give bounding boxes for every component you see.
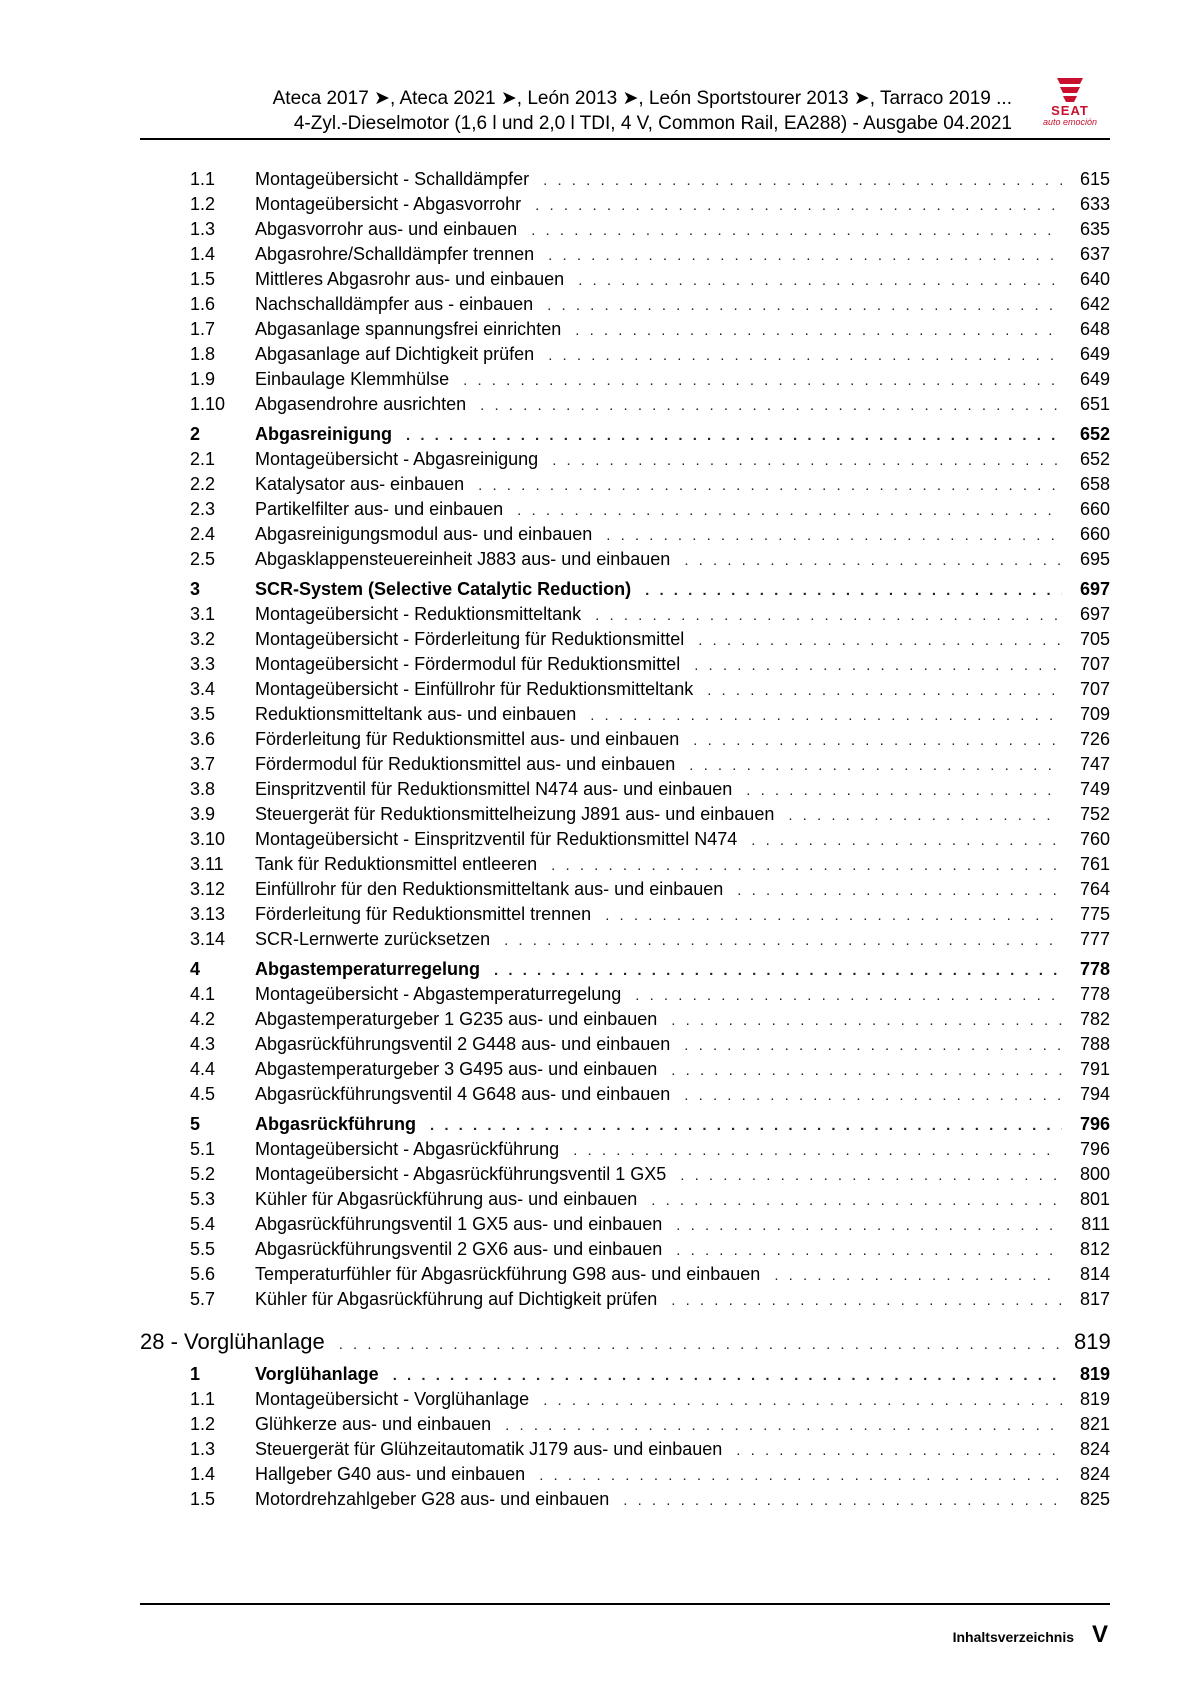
toc-entry-page: 817: [1079, 1289, 1110, 1309]
toc-entry-number: 3.5: [190, 704, 216, 724]
logo-tagline: auto emoción: [1042, 117, 1098, 127]
toc-entry-page: 649: [1079, 369, 1110, 389]
logo-name: SEAT: [1051, 103, 1089, 118]
dot-leader: [680, 1163, 1062, 1188]
dot-leader: [531, 218, 1062, 243]
toc-entry-page: 726: [1079, 729, 1110, 749]
dot-leader: [684, 548, 1062, 573]
toc-entry-title: Abgasvorrohr aus- und einbauen: [255, 219, 518, 239]
dot-leader: [788, 803, 1062, 828]
toc-entry-title: Einfüllrohr für den Reduktionsmitteltank aus- und einbauen: [255, 879, 724, 899]
toc-entry[interactable]: [140, 752, 1110, 777]
toc-entry-title: Montageübersicht - Fördermodul für Reduktionsmittel: [255, 654, 681, 674]
toc-entry-title: 28 - Vorglühanlage: [140, 1329, 325, 1354]
toc-entry-title: Abgasklappensteuereinheit J883 aus- und einbauen: [255, 549, 671, 569]
toc-entry-number: 5.2: [190, 1164, 216, 1184]
toc-entry-page: 819: [1079, 1389, 1110, 1409]
toc-entry-number: 5.4: [190, 1214, 216, 1234]
toc-entry-page: 705: [1079, 629, 1110, 649]
toc-entry-page: 775: [1079, 904, 1110, 924]
toc-entry-title: Abgasrückführungsventil 2 GX6 aus- und einbauen: [255, 1239, 663, 1259]
toc-entry[interactable]: [140, 242, 1110, 267]
toc-entry-page: 660: [1079, 499, 1110, 519]
toc-entry-page: 615: [1079, 169, 1110, 189]
dot-leader: [645, 578, 1062, 603]
toc-entry-title: Abgastemperaturregelung: [255, 959, 481, 979]
toc-entry-page: 821: [1079, 1414, 1110, 1434]
dot-leader: [671, 1008, 1062, 1033]
toc-entry[interactable]: [140, 602, 1110, 627]
toc-entry[interactable]: [140, 392, 1110, 417]
toc-entry-page: 788: [1079, 1034, 1110, 1054]
toc-entry[interactable]: [140, 652, 1110, 677]
toc-entry-page: 660: [1079, 524, 1110, 544]
toc-entry-title: Motordrehzahlgeber G28 aus- und einbauen: [255, 1489, 610, 1509]
toc-entry-page: 819: [1079, 1364, 1110, 1384]
dot-leader: [707, 678, 1062, 703]
toc-entry[interactable]: [140, 447, 1110, 472]
toc-entry-number: 1.8: [190, 344, 216, 364]
toc-entry-number: 3.12: [190, 879, 226, 899]
dot-leader: [393, 1363, 1062, 1388]
toc-entry-title: Abgasendrohre ausrichten: [255, 394, 467, 414]
seat-logo-icon: [1053, 76, 1087, 106]
toc-entry-page: 794: [1079, 1084, 1110, 1104]
toc-entry-number: 5.1: [190, 1139, 216, 1159]
header-engine: 4-Zyl.-Dieselmotor (1,6 l und 2,0 l TDI, 4 V, Common Rail, EA288) - Ausgabe 04.2021: [293, 113, 1012, 134]
page-header: [140, 76, 1110, 140]
toc-entry[interactable]: [140, 1057, 1110, 1082]
toc-entry-title: Abgasrohre/Schalldämpfer trennen: [255, 244, 535, 264]
toc-entry-title: Förderleitung für Reduktionsmittel trennen: [255, 904, 592, 924]
toc-entry-title: Mittleres Abgasrohr aus- und einbauen: [255, 269, 565, 289]
toc-entry-number: 3.9: [190, 804, 216, 824]
dot-leader: [578, 268, 1062, 293]
toc-entry-number: 2.5: [190, 549, 216, 569]
toc-entry[interactable]: [140, 1212, 1110, 1237]
toc-entry-page: 778: [1079, 959, 1110, 979]
toc-entry[interactable]: [140, 677, 1110, 702]
dot-leader: [480, 393, 1062, 418]
toc-entry-page: 697: [1079, 579, 1110, 599]
toc-entry-title: SCR-System (Selective Catalytic Reduction): [255, 579, 632, 599]
toc-entry-number: 1.3: [190, 219, 216, 239]
toc-entry-page: 812: [1079, 1239, 1110, 1259]
dot-leader: [694, 653, 1062, 678]
toc-entry[interactable]: [140, 1412, 1110, 1437]
toc-entry-page: 658: [1079, 474, 1110, 494]
toc-entry-page: 782: [1079, 1009, 1110, 1029]
toc-entry-number: 1.5: [190, 1489, 216, 1509]
toc-entry-page: 791: [1079, 1059, 1110, 1079]
toc-entry-page: 642: [1079, 294, 1110, 314]
toc-entry[interactable]: [140, 317, 1110, 342]
toc-entry-title: Einbaulage Klemmhülse: [255, 369, 450, 389]
toc-entry-number: 3.7: [190, 754, 216, 774]
toc-entry-title: Reduktionsmitteltank aus- und einbauen: [255, 704, 577, 724]
toc-entry[interactable]: [140, 627, 1110, 652]
dot-leader: [406, 423, 1062, 448]
toc-entry-number: 3.2: [190, 629, 216, 649]
page-number: V: [1091, 1621, 1108, 1648]
dot-leader: [463, 368, 1062, 393]
toc-entry-title: Kühler für Abgasrückführung auf Dichtigkeit prüfen: [255, 1289, 658, 1309]
dot-leader: [535, 193, 1062, 218]
toc-section[interactable]: [140, 577, 1110, 602]
toc-entry[interactable]: [140, 522, 1110, 547]
dot-leader: [693, 728, 1062, 753]
toc-entry-title: Temperaturfühler für Abgasrückführung G98 aus- und einbauen: [255, 1264, 761, 1284]
toc-entry-number: 3.13: [190, 904, 226, 924]
toc-entry-number: 4.2: [190, 1009, 216, 1029]
dot-leader: [590, 703, 1062, 728]
toc-entry-title: Montageübersicht - Vorglühanlage: [255, 1389, 530, 1409]
toc-entry[interactable]: [140, 702, 1110, 727]
toc-entry-page: 764: [1079, 879, 1110, 899]
toc-entry[interactable]: [140, 1287, 1110, 1312]
dot-leader: [430, 1113, 1062, 1138]
toc-entry[interactable]: [140, 192, 1110, 217]
toc-entry-number: 5: [190, 1114, 201, 1134]
toc-entry-title: Abgasrückführungsventil 2 G448 aus- und einbauen: [255, 1034, 671, 1054]
toc-entry[interactable]: [140, 1007, 1110, 1032]
toc-entry-title: Montageübersicht - Abgastemperaturregelung: [255, 984, 622, 1004]
toc-entry-title: Förderleitung für Reduktionsmittel aus- und einbauen: [255, 729, 680, 749]
toc-entry-number: 2.4: [190, 524, 216, 544]
toc-entry[interactable]: [140, 1162, 1110, 1187]
toc-entry-page: 825: [1079, 1489, 1110, 1509]
toc-entry-title: Montageübersicht - Einspritzventil für Reduktionsmittel N474: [255, 829, 738, 849]
dot-leader: [517, 498, 1062, 523]
dot-leader: [671, 1058, 1062, 1083]
dot-leader: [595, 603, 1062, 628]
toc-entry-title: Montageübersicht - Abgasvorrohr: [255, 194, 522, 214]
toc-entry-page: 824: [1079, 1464, 1110, 1484]
toc-entry-title: SCR-Lernwerte zurücksetzen: [255, 929, 491, 949]
toc-entry-page: 697: [1079, 604, 1110, 624]
dot-leader: [543, 168, 1062, 193]
dot-leader: [736, 1438, 1062, 1463]
toc-entry[interactable]: [140, 902, 1110, 927]
toc-entry-number: 3.3: [190, 654, 216, 674]
dot-leader: [552, 448, 1062, 473]
toc-entry-number: 3.8: [190, 779, 216, 799]
toc-entry[interactable]: [140, 877, 1110, 902]
dot-leader: [573, 1138, 1062, 1163]
toc-entry[interactable]: [140, 342, 1110, 367]
toc-entry-page: 695: [1079, 549, 1110, 569]
dot-leader: [575, 318, 1062, 343]
dot-leader: [548, 343, 1062, 368]
dot-leader: [551, 853, 1062, 878]
toc-section[interactable]: [140, 1112, 1110, 1137]
toc-entry-title: Glühkerze aus- und einbauen: [255, 1414, 492, 1434]
toc-entry-number: 1.2: [190, 1414, 216, 1434]
toc-entry-page: 801: [1079, 1189, 1110, 1209]
toc-entry-number: 4.1: [190, 984, 216, 1004]
toc-entry-title: Abgasanlage auf Dichtigkeit prüfen: [255, 344, 535, 364]
toc-chapter[interactable]: [140, 1327, 1110, 1357]
toc-entry-title: Montageübersicht - Abgasrückführungsventil 1 GX5: [255, 1164, 667, 1184]
dot-leader: [751, 828, 1062, 853]
toc-entry-number: 4.3: [190, 1034, 216, 1054]
toc-entry-title: Abgasrückführungsventil 1 GX5 aus- und einbauen: [255, 1214, 663, 1234]
toc-entry-title: Abgasanlage spannungsfrei einrichten: [255, 319, 562, 339]
toc-entry-number: 2.2: [190, 474, 216, 494]
toc-entry-page: 635: [1079, 219, 1110, 239]
toc-section[interactable]: [140, 957, 1110, 982]
toc-entry[interactable]: [140, 292, 1110, 317]
toc-entry-title: Hallgeber G40 aus- und einbauen: [255, 1464, 526, 1484]
toc-entry-page: 778: [1079, 984, 1110, 1004]
toc-entry[interactable]: [140, 367, 1110, 392]
toc-entry-number: 1.2: [190, 194, 216, 214]
toc-entry-page: 800: [1079, 1164, 1110, 1184]
dot-leader: [746, 778, 1062, 803]
dot-leader: [671, 1288, 1062, 1313]
toc-entry-number: 1.6: [190, 294, 216, 314]
toc-entry-title: Abgasrückführung: [255, 1114, 417, 1134]
toc-entry-number: 1.5: [190, 269, 216, 289]
toc-entry-page: 824: [1079, 1439, 1110, 1459]
toc-entry-page: 796: [1079, 1139, 1110, 1159]
toc-entry[interactable]: [140, 167, 1110, 192]
toc-entry[interactable]: [140, 1487, 1110, 1512]
toc-entry-number: 3.4: [190, 679, 216, 699]
dot-leader: [539, 1463, 1062, 1488]
toc-entry-number: 1.3: [190, 1439, 216, 1459]
dot-leader: [505, 1413, 1062, 1438]
dot-leader: [623, 1488, 1062, 1513]
dot-leader: [605, 903, 1062, 928]
dot-leader: [684, 1033, 1062, 1058]
header-models: Ateca 2017 ➤, Ateca 2021 ➤, León 2013 ➤, León Sportstourer 2013 ➤, Tarraco 2019 ...: [272, 88, 1012, 109]
dot-leader: [774, 1263, 1062, 1288]
toc-entry-page: 747: [1079, 754, 1110, 774]
dot-leader: [547, 293, 1062, 318]
toc-entry[interactable]: [140, 1082, 1110, 1107]
dot-leader: [635, 983, 1062, 1008]
dot-leader: [543, 1388, 1062, 1413]
toc-entry-title: Montageübersicht - Reduktionsmitteltank: [255, 604, 582, 624]
toc-entry-number: 5.7: [190, 1289, 216, 1309]
dot-leader: [504, 928, 1062, 953]
toc-entry-number: 2.1: [190, 449, 216, 469]
toc-entry[interactable]: [140, 1137, 1110, 1162]
footer-label: Inhaltsverzeichnis: [952, 1629, 1074, 1645]
toc-entry[interactable]: [140, 852, 1110, 877]
toc-entry-number: 3.14: [190, 929, 226, 949]
toc-entry-title: Montageübersicht - Förderleitung für Reduktionsmittel: [255, 629, 685, 649]
toc-entry[interactable]: [140, 1437, 1110, 1462]
dot-leader: [698, 628, 1062, 653]
toc-entry-number: 4.4: [190, 1059, 216, 1079]
toc-entry[interactable]: [140, 547, 1110, 572]
toc-entry-title: Abgasreinigung: [255, 424, 393, 444]
toc-entry-number: 2.3: [190, 499, 216, 519]
dot-leader: [684, 1083, 1062, 1108]
toc-entry-title: Abgastemperaturgeber 3 G495 aus- und einbauen: [255, 1059, 658, 1079]
dot-leader: [606, 523, 1062, 548]
toc-entry[interactable]: [140, 267, 1110, 292]
toc-entry-page: 707: [1079, 679, 1110, 699]
toc-entry-number: 3.6: [190, 729, 216, 749]
toc-entry-number: 1.10: [190, 394, 226, 414]
toc-entry-title: Partikelfilter aus- und einbauen: [255, 499, 504, 519]
toc-entry[interactable]: [140, 1387, 1110, 1412]
toc-entry-page: 707: [1079, 654, 1110, 674]
toc-entry-page: 651: [1079, 394, 1110, 414]
toc-entry-number: 3.10: [190, 829, 226, 849]
toc-entry-number: 1.4: [190, 1464, 216, 1484]
toc-entry-title: Abgastemperaturgeber 1 G235 aus- und einbauen: [255, 1009, 658, 1029]
toc-entry-title: Abgasreinigungsmodul aus- und einbauen: [255, 524, 593, 544]
toc-entry-page: 652: [1079, 424, 1110, 444]
toc-entry-page: 648: [1079, 319, 1110, 339]
toc-entry-number: 3.11: [190, 854, 224, 874]
toc-entry-title: Montageübersicht - Schalldämpfer: [255, 169, 530, 189]
toc-section[interactable]: [140, 422, 1110, 447]
toc-entry-number: 3.1: [190, 604, 216, 624]
toc-entry-title: Einspritzventil für Reduktionsmittel N474 aus- und einbauen: [255, 779, 733, 799]
toc-entry[interactable]: [140, 1262, 1110, 1287]
toc-entry[interactable]: [140, 497, 1110, 522]
dot-leader: [737, 878, 1062, 903]
toc-entry[interactable]: [140, 727, 1110, 752]
toc-entry-page: 640: [1079, 269, 1110, 289]
toc-entry[interactable]: [140, 217, 1110, 242]
dot-leader: [548, 243, 1062, 268]
toc-entry-title: Nachschalldämpfer aus - einbauen: [255, 294, 534, 314]
toc-entry-number: 4: [190, 959, 201, 979]
toc-entry-title: Montageübersicht - Einfüllrohr für Reduktionsmitteltank: [255, 679, 694, 699]
toc-entry-page: 814: [1079, 1264, 1110, 1284]
toc-entry-number: 3: [190, 579, 201, 599]
toc-entry[interactable]: [140, 1462, 1110, 1487]
toc-entry[interactable]: [140, 472, 1110, 497]
toc-entry-page: 752: [1079, 804, 1110, 824]
toc-entry-number: 1.7: [190, 319, 216, 339]
toc-entry-title: Montageübersicht - Abgasreinigung: [255, 449, 539, 469]
toc-entry-title: Montageübersicht - Abgasrückführung: [255, 1139, 560, 1159]
dot-leader: [689, 753, 1062, 778]
toc-entry-page: 760: [1079, 829, 1110, 849]
toc-entry[interactable]: [140, 802, 1110, 827]
dot-leader: [494, 958, 1062, 983]
toc-entry[interactable]: [140, 777, 1110, 802]
toc-entry-title: Abgasrückführungsventil 4 G648 aus- und einbauen: [255, 1084, 671, 1104]
dot-leader: [651, 1188, 1062, 1213]
toc-entry-page: 633: [1079, 194, 1110, 214]
toc-entry-number: 5.3: [190, 1189, 216, 1209]
dot-leader: [478, 473, 1062, 498]
toc-entry[interactable]: [140, 1032, 1110, 1057]
dot-leader: [339, 1330, 1062, 1360]
toc-entry-number: 4.5: [190, 1084, 216, 1104]
toc-entry-page: 819: [1074, 1329, 1111, 1354]
toc-entry[interactable]: [140, 1187, 1110, 1212]
toc-entry-number: 2: [190, 424, 201, 444]
toc-entry-number: 5.5: [190, 1239, 216, 1259]
toc-entry[interactable]: [140, 982, 1110, 1007]
toc-entry-page: 709: [1079, 704, 1110, 724]
page-footer: [140, 1603, 1110, 1648]
toc-entry-page: 777: [1079, 929, 1110, 949]
header-text: [273, 86, 1012, 136]
toc-entry[interactable]: [140, 1237, 1110, 1262]
dot-leader: [676, 1213, 1062, 1238]
toc-entry-title: Katalysator aus- einbauen: [255, 474, 465, 494]
toc-entry-page: 749: [1079, 779, 1110, 799]
toc-entry-title: Kühler für Abgasrückführung aus- und einbauen: [255, 1189, 638, 1209]
toc-entry-number: 1: [190, 1364, 201, 1384]
toc-entry-number: 1.1: [190, 1389, 216, 1409]
toc-entry-page: 652: [1079, 449, 1110, 469]
toc-entry-page: 811: [1081, 1214, 1110, 1234]
toc-entry[interactable]: [140, 827, 1110, 852]
toc-entry-title: Steuergerät für Reduktionsmittelheizung J891 aus- und einbauen: [255, 804, 775, 824]
toc-entry-title: Fördermodul für Reduktionsmittel aus- und einbauen: [255, 754, 676, 774]
toc-entry-number: 1.1: [190, 169, 216, 189]
toc-section[interactable]: [140, 1362, 1110, 1387]
toc-entry-number: 5.6: [190, 1264, 216, 1284]
toc-entry-page: 796: [1079, 1114, 1110, 1134]
toc-entry-page: 649: [1079, 344, 1110, 364]
toc-entry[interactable]: [140, 927, 1110, 952]
toc-entry-title: Vorglühanlage: [255, 1364, 379, 1384]
toc-entry-number: 1.9: [190, 369, 216, 389]
toc-entry-number: 1.4: [190, 244, 216, 264]
toc-entry-title: Steuergerät für Glühzeitautomatik J179 aus- und einbauen: [255, 1439, 723, 1459]
dot-leader: [676, 1238, 1062, 1263]
toc-entry-page: 761: [1079, 854, 1110, 874]
toc-entry-page: 637: [1079, 244, 1110, 264]
seat-logo: [1030, 76, 1110, 132]
table-of-contents: [140, 167, 1110, 1512]
toc-entry-title: Tank für Reduktionsmittel entleeren: [255, 854, 538, 874]
